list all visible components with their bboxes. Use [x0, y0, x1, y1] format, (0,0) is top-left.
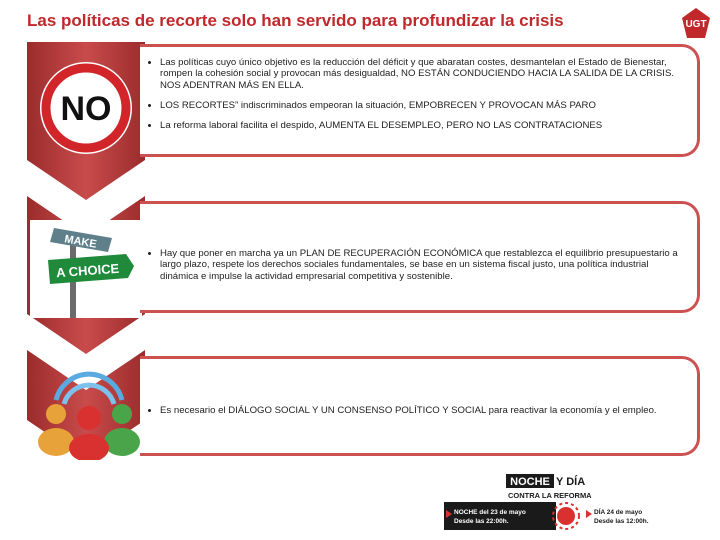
section-box-1 — [140, 44, 700, 157]
bullet-1-2: • LOS RECORTES” indiscriminados empeoran la situación, EMPOBRECEN Y PROVOCAN MÁS PARO — [160, 100, 687, 111]
bullet-2-1: • Hay que poner en marcha ya un PLAN DE RECUPERACIÓN ECONÓMICA que restablezca el equilibrio presupuestario a largo plazo, respete los derechos sociales fundamentales, se base en un sistema fiscal justo, una política industrial dinámica e impulse la actividad empresarial competitiva y sostenible. — [160, 248, 687, 282]
banner-title-b: Y DÍA — [556, 476, 586, 488]
dialogue-people-image — [34, 368, 144, 460]
no-sign-image — [38, 60, 134, 156]
banner-subtitle: CONTRA LA REFORMA — [508, 491, 592, 500]
banner-right-line1: DÍA 24 de mayo — [594, 509, 643, 516]
noche-y-dia-banner — [444, 474, 710, 536]
bullet-1-1: • Las políticas cuyo único objetivo es la reducción del déficit y que abaratan costes, desmantelan el Estado de Bienestar, rompen la cohesión social y provocan más desigualdad, NO ESTÁN CONDUCIENDO HACIA LA SALIDA DE LA CRISIS. NOS ADENTRAN MÁS EN ELLA. — [160, 57, 687, 91]
banner-left-line2: Desde las 22:00h. — [454, 518, 509, 525]
banner-left-line1: NOCHE del 23 de mayo — [454, 509, 526, 516]
bullet-3-1: • Es necesario el DIÁLOGO SOCIAL Y UN CONSENSO POLÍTICO Y SOCIAL para reactivar la economía y el empleo. — [160, 405, 687, 416]
ugt-logo — [679, 6, 713, 40]
slide-title: Las políticas de recorte solo han servido para profundizar la crisis — [27, 11, 564, 30]
logo-text: UGT — [685, 19, 707, 30]
bullet-1-3: • La reforma laboral facilita el despido, AUMENTA EL DESEMPLEO, PERO NO LAS CONTRATACIONES — [160, 120, 687, 131]
section-box-2 — [140, 201, 700, 313]
section-box-3 — [140, 356, 700, 456]
banner-title-a: NOCHE — [510, 476, 550, 488]
banner-right-line2: Desde las 12:00h. — [594, 518, 649, 525]
make-a-choice-sign-image — [30, 220, 142, 318]
sign-top-text: MAKE — [63, 233, 98, 251]
sign-bottom-text: A CHOICE — [55, 260, 120, 281]
no-sign-text: NO — [60, 90, 112, 128]
